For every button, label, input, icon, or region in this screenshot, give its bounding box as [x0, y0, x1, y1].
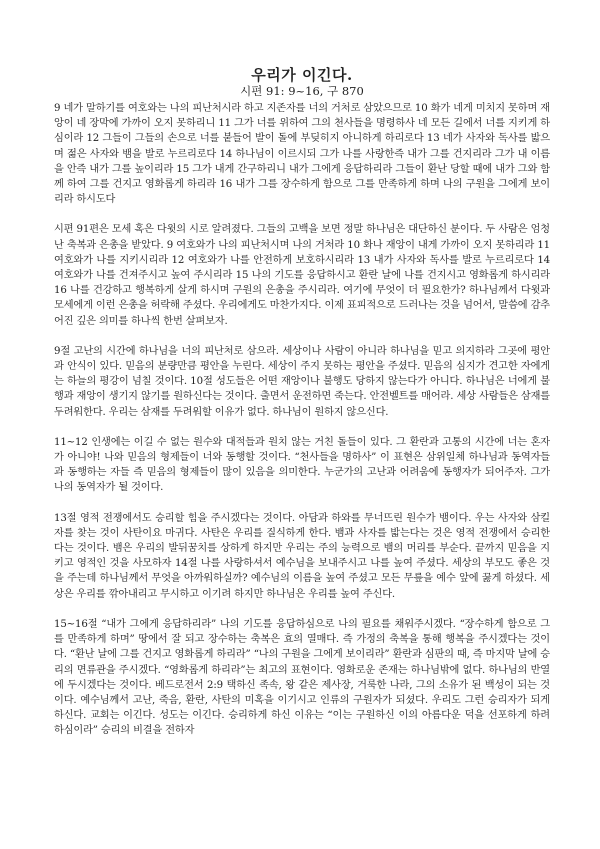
intro-paragraph: 시편 91편은 모세 혹은 다윗의 시로 알려졌다. 그들의 고백을 보면 정말 하나님은 대단하신 분이다. 두 사람은 엄청난 축복과 은총을 받았다. 9 여호와가 나의 피난처시며 나의 거처라 10 화나 재앙이 내게 가까이 오지 못하리라 11 여호와가 나를 지키시리라 12 여호와가 나를 안전하게 보호하시리라 13 내가 사자와 독사를 발로 누르리로다 14 여호와가 나를 건져주시고 높여 주시리라 15 나의 기도를 응답하시고 환란 날에 나를 건지시고 영화롭게 하시리라 16 나를 건강하고 행복하게 살게 하시며 구원의 은총을 주시리라. 여기에 무엇이 더 필요한가? 하나님께서 다윗과 모세에게 이런 은총을 허락해 주셨다. 우리에게도 마찬가지다. 이제 표피적으로 드러나는 것을 넘어서, 말씀에 감추어진 깊은 의미를 하나씩 한번 살펴보자. — [54, 224, 550, 327]
scripture-text-paragraph: 9 네가 말하기를 여호와는 나의 피난처시라 하고 지존자를 너의 거처로 삼았으므로 10 화가 네게 미치지 못하며 재앙이 네 장막에 가까이 오지 못하리니 11 그가 너를 위하여 그의 천사들을 명령하사 네 모든 길에서 너를 지키게 하심이라 12 그들이 그들의 손으로 너를 붙들어 발이 돌에 부딪히지 아니하게 하리로다 13 네가 사자와 독사를 밟으며 젊은 사자와 뱀을 발로 누르리로다 14 하나님이 이르시되 그가 나를 사랑한즉 내가 그를 건지리라 그가 내 이름을 안즉 내가 그를 높이리라 15 그가 내게 간구하리니 내가 그에게 응답하리라 그들이 환난 당할 때에 내가 그와 함께 하여 그를 건지고 영화롭게 하리라 16 내가 그를 장수하게 함으로 그를 만족하게 하며 나의 구원을 그에게 보이리라 하시도다 — [54, 103, 550, 206]
verse-13-14-paragraph: 13절 영적 전쟁에서도 승리할 힘을 주시겠다는 것이다. 아담과 하와를 무너뜨린 원수가 뱀이다. 우는 사자와 삼킬 자를 찾는 것이 사탄이요 마귀다. 사탄은 우리를 질식하게 한다. 뱀과 사자를 밟는다는 것은 영적 전쟁에서 승리한다는 것이다. 뱀은 우리의 발뒤꿈치를 상하게 하지만 우리는 주의 능력으로 뱀의 머리를 부순다. 끝까지 믿음을 지키고 영적인 것을 사모하자 14절 나를 사랑하셔서 예수님을 보내주시고 나를 높여 주셨다. 세상의 부모도 좋은 것을 주는데 하나님께서 무엇을 아까워하실까? 예수님의 이름을 높여 주셨고 모든 무릎을 예수 앞에 꿇게 하셨다. 세상은 우리를 깎아내리고 무시하고 이기려 하지만 하나님은 우리를 높여 주신다. — [54, 512, 550, 600]
paragraph-gap — [54, 496, 550, 511]
paragraph-gap — [54, 420, 550, 435]
verse-9-10-paragraph: 9절 고난의 시간에 하나님을 너의 피난처로 삼으라. 세상이나 사람이 아니라 하나님을 믿고 의지하라 그곳에 평안과 안식이 있다. 믿음의 분량만큼 평안을 누린다. 세상이 주지 못하는 평안을 주셨다. 믿음의 심지가 견고한 자에게는 하늘의 평강이 넘칠 것이다. 10절 성도들은 어떤 재앙이나 불행도 당하지 않는다가 아니다. 하나님은 너에게 불행과 재앙이 생기지 않기를 원하신다는 것이다. 출면서 운전하면 죽는다. 안전벨트를 매어라. 세상 사람들은 삼재를 두려워한다. 우리는 삼재를 두려워할 이유가 없다. 하나님이 원하지 않으신다. — [54, 345, 550, 418]
verse-11-12-paragraph: 11~12 인생에는 이길 수 없는 원수와 대적들과 원치 않는 거친 돌들이 있다. 그 환란과 고통의 시간에 너는 혼자가 아니야! 나와 믿음의 형제들이 너와 동행할 것이다. “천사들을 명하사” 이 표현은 삼위일체 하나님과 동역자들과 동행하는 자들 즉 믿음의 형제들이 많이 있음을 의미한다. 누군가의 고난과 어려움에 동행자가 되어주자. 그가 나의 동역자가 될 것이다. — [54, 436, 550, 494]
verse-15-16-paragraph: 15~16절 “내가 그에게 응답하리라” 나의 기도를 응답하심으로 나의 필요를 채워주시겠다. “장수하게 함으로 그를 만족하게 하며” 땅에서 잘 되고 장수하는 축복은 효의 열매다. 즉 가정의 축복을 통해 행복을 주시겠다는 것이다. “환난 날에 그를 건지고 영화롭게 하리라” “나의 구원을 그에게 보이리라” 환란과 심판의 때, 즉 마지막 날에 승리의 면류관을 주시겠다. “영화롭게 하리라”는 최고의 표현이다. 영화로운 존재는 하나님밖에 없다. 하나님의 반열에 두시겠다는 것이다. 베드로전서 2:9 택하신 족속, 왕 같은 제사장, 거룩한 나라, 그의 소유가 된 백성이 되는 것이다. 예수님께서 고난, 죽음, 환란, 사탄의 미혹을 이기시고 인류의 구원자가 되셨다. 우리도 그런 승리자가 되게 하신다. 교회는 이긴다. 성도는 이긴다. 승리하게 하신 이유는 “이는 구원하신 이의 아름다운 덕을 선포하게 하려 하심이라” 승리의 비결을 전하자 — [54, 618, 550, 737]
document-title: 우리가 이긴다. — [251, 66, 353, 84]
paragraph-gap — [54, 602, 550, 617]
scripture-reference: 시편 91: 9~16, 구 870 — [240, 84, 364, 98]
paragraph-gap — [54, 329, 550, 344]
paragraph-gap — [54, 207, 550, 222]
